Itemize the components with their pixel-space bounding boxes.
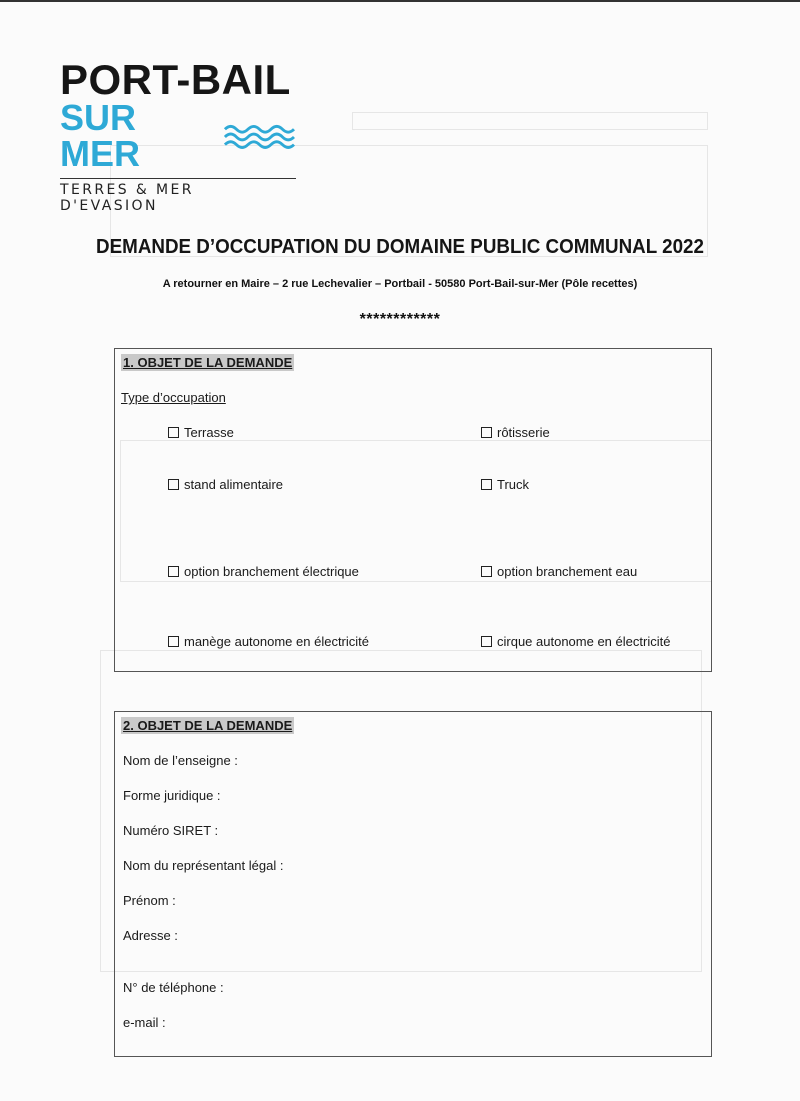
scan-edge [0,0,800,2]
return-address: A retourner en Maire – 2 rue Lechevalier – Portbail - 50580 Port-Bail-sur-Mer (Pôle recettes) [162,278,638,290]
checkbox-stand-alimentaire[interactable] [168,477,283,492]
checkbox-branchement-electrique[interactable] [168,564,359,579]
logo-line-2-text: SUR MER [60,97,140,174]
checkbox-label: Truck [497,477,530,492]
checkbox-label: manège autonome en électricité [184,634,370,649]
logo-line-2 [60,97,300,174]
checkbox-label: cirque autonome en électricité [497,634,671,649]
checkbox-square-icon[interactable] [481,566,492,577]
field-email[interactable]: e-mail : [123,1015,166,1030]
logo [60,56,300,214]
field-prenom[interactable]: Prénom : [123,893,176,908]
waves-icon [223,121,300,151]
checkbox-cirque[interactable] [481,634,670,649]
checkbox-truck[interactable] [481,477,529,492]
occupation-type-label: Type d’occupation [121,390,226,405]
field-siret[interactable]: Numéro SIRET : [123,823,219,838]
field-representant-legal[interactable]: Nom du représentant légal : [123,858,284,873]
checkbox-square-icon[interactable] [481,427,492,438]
bleed-through [352,112,708,130]
logo-line-1: PORT-BAIL [60,56,291,103]
field-forme-juridique[interactable]: Forme juridique : [123,788,221,803]
checkbox-label: stand alimentaire [184,477,283,492]
field-nom-enseigne[interactable]: Nom de l’enseigne : [123,753,238,768]
checkbox-rotisserie[interactable] [481,425,550,440]
checkbox-square-icon[interactable] [481,636,492,647]
logo-tagline: TERRES & MER D'EVASION [60,178,296,214]
field-adresse[interactable]: Adresse : [123,928,178,943]
separator: ************ [359,311,441,328]
checkbox-square-icon[interactable] [168,636,179,647]
document-title: DEMANDE D’OCCUPATION DU DOMAINE PUBLIC COMMUNAL 2022 [96,236,704,258]
checkbox-label: option branchement électrique [184,564,359,579]
checkbox-label: rôtisserie [497,425,550,440]
checkbox-square-icon[interactable] [168,479,179,490]
section-2-heading: 2. OBJET DE LA DEMANDE [123,718,293,733]
checkbox-square-icon[interactable] [168,427,179,438]
checkbox-label: Terrasse [184,425,234,440]
checkbox-terrasse[interactable] [168,425,234,440]
checkbox-manege[interactable] [168,634,369,649]
checkbox-branchement-eau[interactable] [481,564,637,579]
checkbox-label: option branchement eau [497,564,638,579]
field-telephone[interactable]: N° de téléphone : [123,980,224,995]
section-1-heading: 1. OBJET DE LA DEMANDE [123,355,293,370]
section-2-box [114,711,712,1057]
checkbox-square-icon[interactable] [168,566,179,577]
checkbox-square-icon[interactable] [481,479,492,490]
section-1-box [114,348,712,672]
